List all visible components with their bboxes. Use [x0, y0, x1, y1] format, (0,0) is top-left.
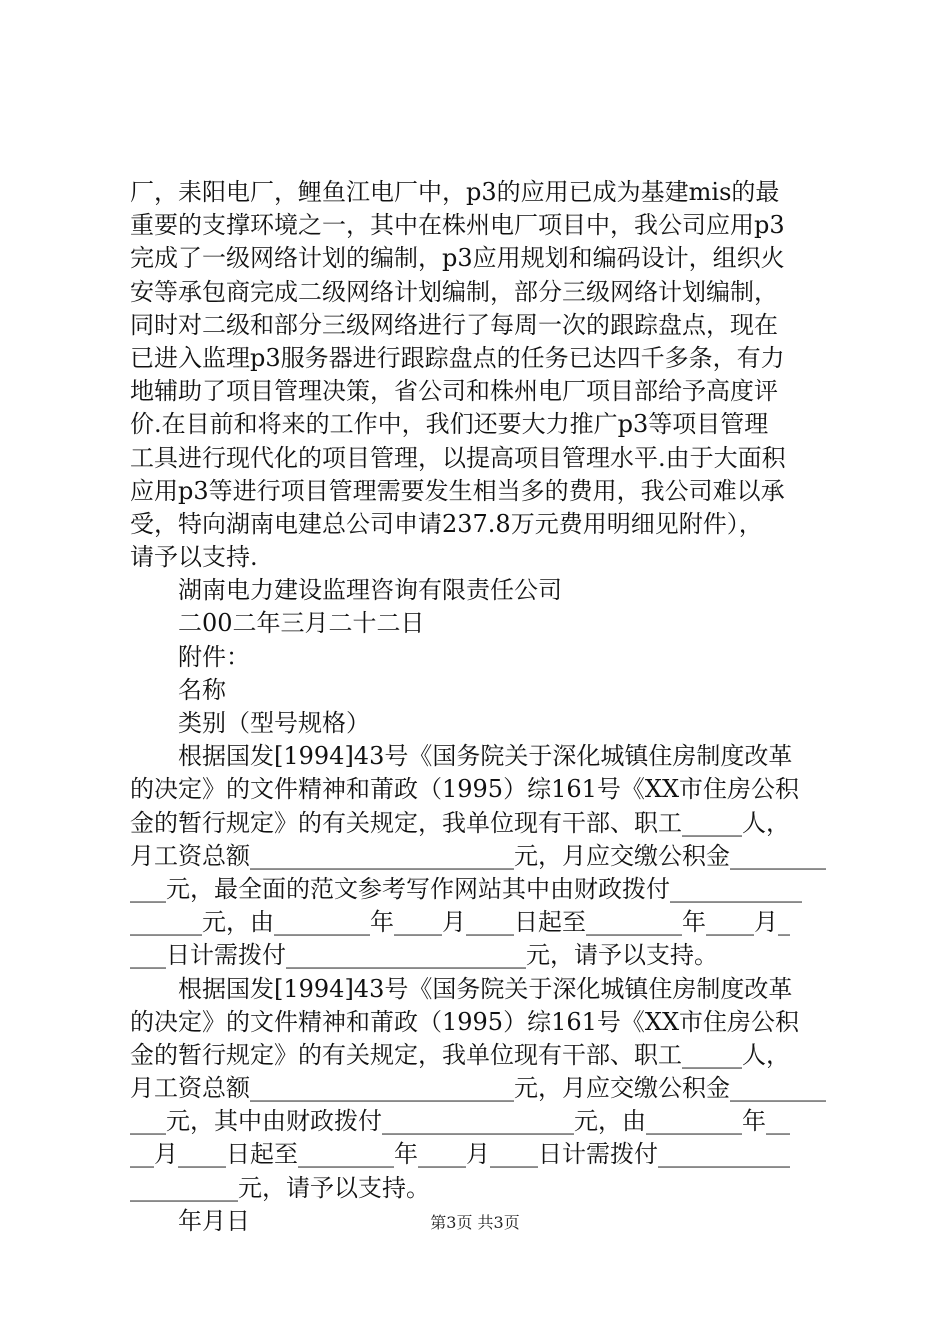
text-line: 已进入监理p3服务器进行跟踪盘点的任务已达四千多条，有力	[130, 343, 785, 372]
form-paragraph-1-line: 的决定》的文件精神和莆政（1995）综161号《XX市住房公积	[130, 775, 800, 804]
text-line: 应用p3等进行项目管理需要发生相当多的费用，我公司难以承	[130, 476, 785, 505]
text-line: 工具进行现代化的项目管理，以提高项目管理水平.由于大面积	[130, 443, 786, 472]
page-footer: 第3页 共3页	[430, 1213, 520, 1232]
text-line: 同时对二级和部分三级网络进行了每周一次的跟踪盘点，现在	[130, 310, 778, 339]
signature-date: 年月日	[178, 1206, 250, 1235]
text-line: 价.在目前和将来的工作中，我们还要大力推广p3等项目管理	[130, 410, 769, 439]
text-line: 安等承包商完成二级网络计划编制，部分三级网络计划编制，	[130, 277, 778, 306]
form-paragraph-1-line: 月工资总额______________________元，月应交缴公积金________	[130, 841, 826, 870]
form-paragraph-2-line: 根据国发[1994]43号《国务院关于深化城镇住房制度改革	[178, 974, 793, 1003]
form-paragraph-2-line: 月工资总额______________________元，月应交缴公积金________	[130, 1074, 826, 1103]
text-line: 厂，耒阳电厂，鲤鱼江电厂中，p3的应用已成为基建mis的最	[130, 178, 780, 206]
company-name: 湖南电力建设监理咨询有限责任公司	[178, 576, 562, 605]
document-body	[130, 176, 830, 1238]
attachment-field-category: 类别（型号规格）	[178, 709, 370, 737]
form-paragraph-1-line: ___日计需拨付____________________元，请予以支持。	[130, 941, 718, 970]
form-paragraph-1-line: ___元，最全面的范文参考写作网站其中由财政拨付___________	[130, 874, 802, 903]
form-paragraph-1-line: ______元，由________年____月____日起至________年____月_	[130, 908, 790, 937]
form-paragraph-2-line: _________元，请予以支持。	[130, 1173, 430, 1202]
form-paragraph-1-line: 根据国发[1994]43号《国务院关于深化城镇住房制度改革	[178, 742, 793, 771]
form-paragraph-2-line: 的决定》的文件精神和莆政（1995）综161号《XX市住房公积	[130, 1007, 800, 1036]
form-paragraph-1-line: 金的暂行规定》的有关规定，我单位现有干部、职工_____人，	[130, 808, 790, 837]
form-paragraph-2-line: 金的暂行规定》的有关规定，我单位现有干部、职工_____人，	[130, 1040, 790, 1069]
text-line: 重要的支撑环境之一，其中在株州电厂项目中，我公司应用p3	[130, 211, 785, 240]
text-line: 地辅助了项目管理决策，省公司和株州电厂项目部给予高度评	[130, 377, 778, 406]
form-paragraph-2-line: ___元，其中由财政拨付________________元，由________年__	[130, 1107, 790, 1136]
attachment-field-name: 名称	[178, 675, 226, 704]
text-line: 受，特向湖南电建总公司申请237.8万元费用明细见附件），	[130, 509, 763, 538]
document-date: 二00二年三月二十二日	[178, 609, 425, 638]
text-line: 请予以支持.	[130, 543, 258, 572]
form-paragraph-2-line: __月____日起至________年____月____日计需拨付___________	[130, 1140, 790, 1169]
attachment-label: 附件：	[178, 642, 250, 671]
text-line: 完成了一级网络计划的编制，p3应用规划和编码设计，组织火	[130, 244, 785, 273]
